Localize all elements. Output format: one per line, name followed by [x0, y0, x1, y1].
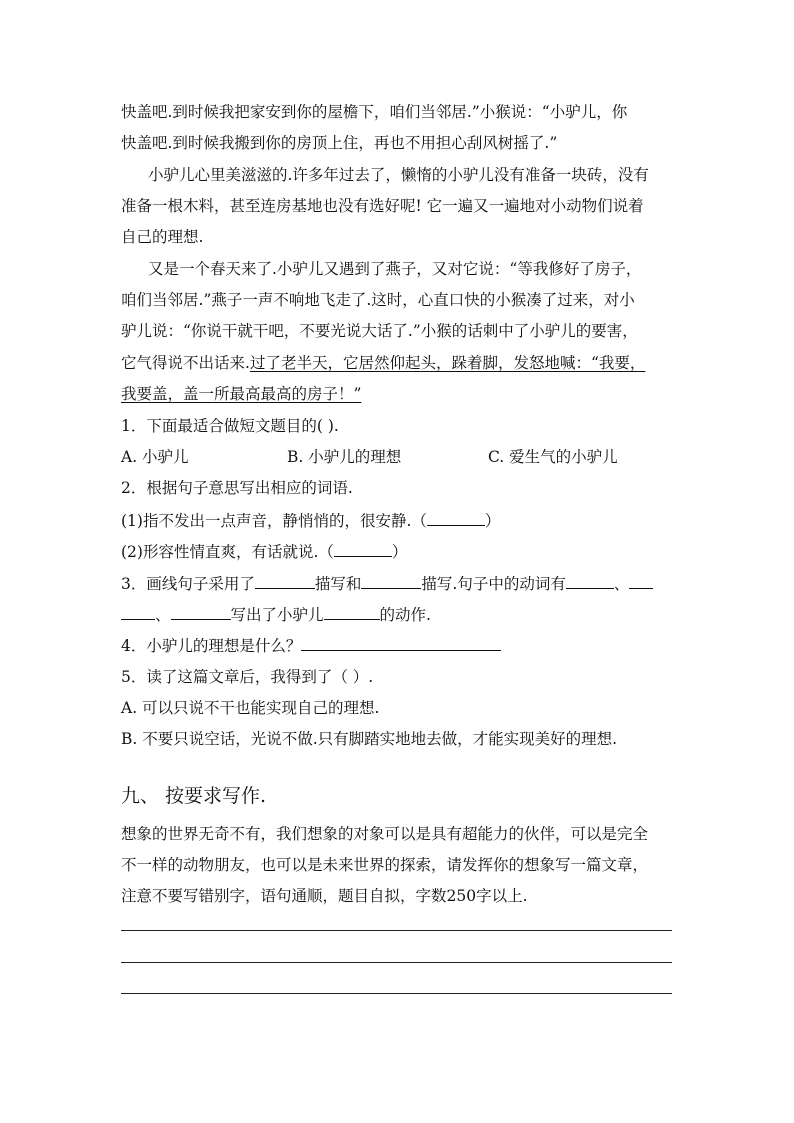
- answer-blank[interactable]: [301, 635, 501, 651]
- writing-line[interactable]: [121, 993, 672, 994]
- question-3-text: 、: [155, 606, 171, 624]
- answer-blank[interactable]: [629, 573, 653, 589]
- paren-close: ）: [484, 512, 501, 530]
- passage-line: 准备一根木料，甚至连房基地也没有选好呢! 它一遍又一遍地对小动物们说着: [121, 197, 644, 215]
- question-1-option-b[interactable]: B. 小驴儿的理想: [287, 448, 402, 466]
- question-3-line-2: [121, 604, 431, 625]
- question-5-option-a[interactable]: A. 可以只说不干也能实现自己的理想.: [121, 699, 380, 717]
- question-2-stem: 2．根据句子意思写出相应的词语.: [121, 479, 353, 497]
- question-2-item-1-text: (1)指不发出一点声音，静悄悄的，很安静.（: [121, 512, 427, 530]
- question-3-text: 的动作.: [379, 606, 431, 624]
- question-2-item-1: [121, 510, 500, 531]
- passage-line: 又是一个春天来了.小驴儿又遇到了燕子，又对它说：“等我修好了房子，: [148, 260, 642, 278]
- question-3-text: 3．画线句子采用了: [121, 575, 255, 593]
- question-4: [121, 635, 501, 656]
- passage-line: [121, 353, 645, 373]
- question-3-text: 描写和: [314, 575, 362, 593]
- answer-blank[interactable]: [427, 510, 485, 526]
- passage-line: 驴儿说：“你说干就干吧，不要光说大话了.”小猴的话刺中了小驴儿的要害，: [121, 322, 638, 340]
- passage-line: 快盖吧.到时候我把家安到你的屋檐下，咱们当邻居.”小猴说：“小驴儿，你: [121, 103, 628, 121]
- passage-line: 小驴儿心里美滋滋的.许多年过去了，懒惰的小驴儿没有准备一块砖，没有: [148, 166, 649, 184]
- answer-blank[interactable]: [255, 573, 315, 589]
- underlined-sentence: 过了老半天，它居然仰起头，跺着脚，发怒地喊：“我要，: [249, 354, 646, 372]
- writing-line[interactable]: [121, 962, 672, 963]
- question-3-text: 描写.句子中的动词有: [421, 575, 566, 593]
- paren-close: ）: [391, 543, 408, 561]
- question-2-item-2-text: (2)形容性情直爽，有话就说.（: [121, 543, 334, 561]
- question-1-option-c[interactable]: C. 爱生气的小驴儿: [488, 448, 618, 466]
- answer-blank[interactable]: [324, 604, 380, 620]
- writing-prompt-line: 注意不要写错别字，语句通顺，题目自拟，字数250字以上.: [121, 887, 528, 905]
- answer-blank[interactable]: [121, 604, 155, 620]
- passage-line: 自己的理想.: [121, 228, 204, 246]
- question-3-line-1: [121, 573, 653, 594]
- question-1-stem: 1．下面最适合做短文题目的( ).: [121, 417, 339, 435]
- answer-blank[interactable]: [334, 541, 392, 557]
- answer-blank[interactable]: [171, 604, 231, 620]
- underlined-sentence: 我要盖，盖一所最高最高的房子！”: [121, 385, 362, 403]
- writing-prompt-line: 不一样的动物朋友，也可以是未来世界的探索，请发挥你的想象写一篇文章，: [121, 856, 649, 874]
- answer-blank[interactable]: [566, 573, 614, 589]
- question-2-item-2: [121, 541, 407, 562]
- question-3-text: 写出了小驴儿: [230, 606, 324, 624]
- writing-line[interactable]: [121, 930, 672, 931]
- question-5-stem: 5．读了这篇文章后，我得到了（ ）.: [121, 668, 374, 686]
- passage-line: 快盖吧.到时候我搬到你的房顶上住，再也不用担心刮风树摇了.”: [121, 134, 558, 152]
- question-5-option-b[interactable]: B. 不要只说空话，光说不做.只有脚踏实地地去做，才能实现美好的理想.: [121, 730, 618, 748]
- answer-blank[interactable]: [361, 573, 421, 589]
- section-9-title: 九、 按要求写作.: [121, 785, 267, 807]
- question-3-text: 、: [613, 575, 630, 593]
- question-1-option-a[interactable]: A. 小驴儿: [121, 448, 189, 466]
- passage-line: 咱们当邻居.”燕子一声不响地飞走了.这时，心直口快的小猴凑了过来，对小: [121, 291, 635, 309]
- passage-text: 它气得说不出话来.: [121, 354, 250, 372]
- question-4-stem: 4．小驴儿的理想是什么？: [121, 637, 302, 655]
- writing-prompt-line: 想象的世界无奇不有，我们想象的对象可以是具有超能力的伙伴，可以是完全: [121, 825, 649, 843]
